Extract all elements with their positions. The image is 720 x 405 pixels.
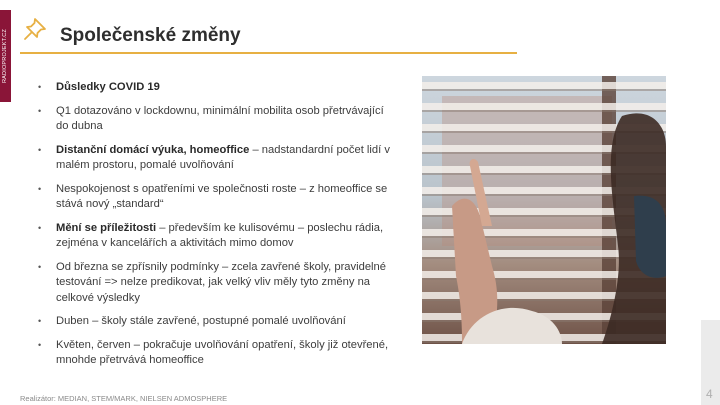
thumbtack-icon [22, 16, 48, 42]
bullet-item: • Duben – školy stále zavřené, postupné pomalé uvolňování [38, 315, 346, 327]
bullet-item: • Od března se zpřísnily podmínky – zcela zavřené školy, pravidelné testování => nelze predikovat, jak velký vliv měly tyto změny na celkové výsledky [38, 260, 386, 304]
side-tab-label: RADIOPROJEKT.CZ [2, 28, 8, 84]
bullet-item: • Mění se příležitosti – především ke kulisovému – poslechu rádia, zejména v kancelářích a aktivitách mimo domov [38, 221, 384, 249]
footer-credit: Realizátor: MEDIAN, STEM/MARK, NIELSEN ADMOSPHERE [20, 394, 228, 403]
bullet-item: • Q1 dotazováno v lockdownu, minimální mobilita osob přetrvávající do dubna [38, 104, 384, 132]
page-title: Společenské změny [60, 25, 241, 46]
bullet-item: • Květen, červen – pokračuje uvolňování opatření, školy již otevřené, mnohde přetrvává homeoffice [38, 338, 389, 366]
bullet-list [38, 80, 393, 377]
bullet-item: • Důsledky COVID 19 [38, 81, 160, 93]
title-underline [20, 52, 517, 54]
bullet-item: • Distanční domácí výuka, homeoffice – nadstandardní počet lidí v malém prostoru, pomalé uvolňování [38, 143, 390, 171]
bullet-item: • Nespokojenost s opatřeními ve společnosti roste – z homeoffice se stává nový „standard“ [38, 182, 388, 210]
window-blinds-photo [422, 76, 666, 344]
page-number: 4 [706, 387, 713, 401]
